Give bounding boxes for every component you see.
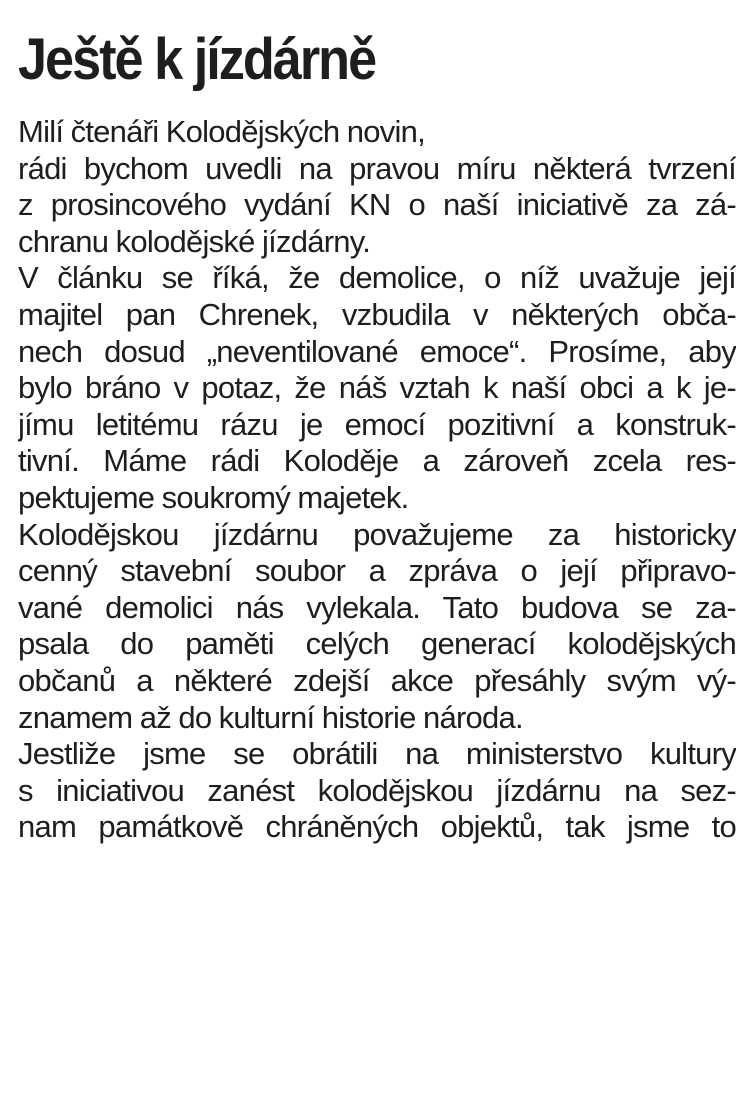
text-line: pektujeme soukromý majetek.: [18, 479, 409, 515]
text-line: z prosincového vydání KN o naší iniciativě za zá-: [18, 187, 736, 223]
text-line: Kolodějskou jízdárnu považujeme za historicky: [18, 516, 736, 552]
text-line: vané demolici nás vylekala. Tato budova se za-: [18, 589, 736, 625]
article-title: Ještě k jízdárně: [18, 27, 376, 92]
text-line: tivní. Máme rádi Koloděje a zároveň zcela res-: [18, 443, 736, 479]
text-line: rádi bychom uvedli na pravou míru některá tvrzení: [18, 150, 736, 186]
text-line: nam památkově chráněných objektů, tak jsme to: [18, 809, 736, 845]
text-line: Jestliže jsme se obrátili na ministerstvo kultury: [18, 736, 736, 772]
text-line: nech dosud „neventilované emoce“. Prosíme, aby: [18, 333, 736, 369]
text-line: znamem až do kulturní historie národa.: [18, 699, 523, 735]
text-line: chranu kolodějské jízdárny.: [18, 223, 371, 259]
text-line: bylo bráno v potaz, že náš vztah k naší obci a k je-: [18, 370, 736, 406]
text-line: Milí čtenáři Kolodějských novin,: [18, 114, 425, 149]
text-line: občanů a některé zdejší akce přesáhly svým vý-: [18, 662, 736, 698]
text-line: majitel pan Chrenek, vzbudila v některých obča-: [18, 296, 736, 332]
article-body: [18, 114, 736, 846]
article: [18, 24, 736, 846]
text-line: psala do paměti celých generací kolodějských: [18, 626, 736, 662]
text-line: V článku se říká, že demolice, o níž uvažuje její: [18, 260, 736, 296]
text-line: s iniciativou zanést kolodějskou jízdárnu na sez-: [18, 772, 736, 808]
text-line: jímu letitému rázu je emocí pozitivní a konstruk-: [18, 406, 736, 442]
text-line: cenný stavební soubor a zpráva o její připravo-: [18, 553, 736, 589]
